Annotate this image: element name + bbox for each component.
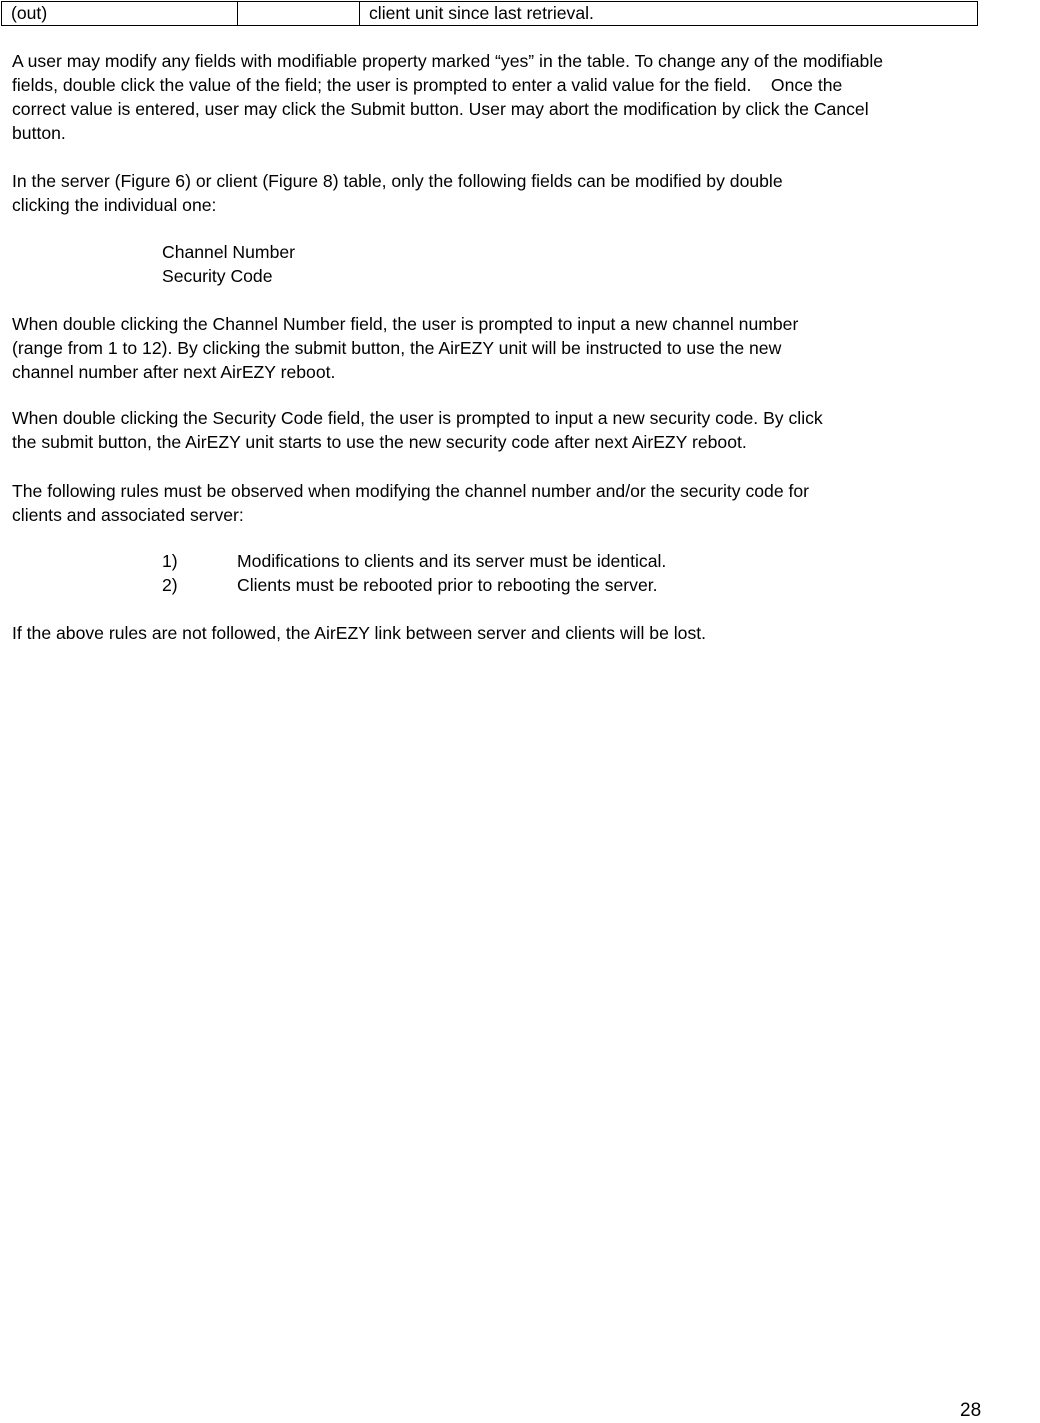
paragraph-channel-number-line-2: (range from 1 to 12). By clicking the submit button, the AirEZY unit will be instructed to use the new xyxy=(12,338,782,358)
paragraph-channel-number-line-1: When double clicking the Channel Number field, the user is prompted to input a new channel number xyxy=(12,314,799,334)
paragraph-table-fields-line-1: In the server (Figure 6) or client (Figure 8) table, only the following fields can be modified by double xyxy=(12,171,783,191)
paragraph-modify-intro-line-3: correct value is entered, user may click the Submit button. User may abort the modification by click the Cancel xyxy=(12,99,869,119)
paragraph-table-fields-line-2: clicking the individual one: xyxy=(12,195,217,215)
paragraph-modify-intro-line-1: A user may modify any fields with modifiable property marked “yes” in the table. To change any of the modifiable xyxy=(12,51,884,71)
page-number: 28 xyxy=(960,1400,982,1421)
paragraph-rules-intro-line-2: clients and associated server: xyxy=(12,505,244,525)
paragraph-warning: If the above rules are not followed, the AirEZY link between server and clients will be lost. xyxy=(12,623,707,643)
field-item-channel-number: Channel Number xyxy=(162,242,296,262)
rule-1-number: 1) xyxy=(162,551,178,571)
table-row xyxy=(2,2,978,26)
paragraph-security-code-line-1: When double clicking the Security Code field, the user is prompted to input a new security code. By click xyxy=(12,408,823,428)
paragraph-security-code-line-2: the submit button, the AirEZY unit starts to use the new security code after next AirEZY reboot. xyxy=(12,432,747,452)
rule-1-text: Modifications to clients and its server must be identical. xyxy=(237,551,667,571)
field-item-security-code: Security Code xyxy=(162,266,273,286)
table-fragment xyxy=(1,1,978,26)
table-cell-description: client unit since last retrieval. xyxy=(360,2,978,26)
paragraph-modify-intro-line-2: fields, double click the value of the field; the user is prompted to enter a valid value for the field. Once the xyxy=(12,75,843,95)
table-cell-modifiable xyxy=(238,2,360,26)
paragraph-rules-intro-line-1: The following rules must be observed when modifying the channel number and/or the security code for xyxy=(12,481,810,501)
table-cell-name: (out) xyxy=(2,2,238,26)
rule-2-number: 2) xyxy=(162,575,178,595)
paragraph-modify-intro-line-4: button. xyxy=(12,123,66,143)
rule-2-text: Clients must be rebooted prior to rebooting the server. xyxy=(237,575,658,595)
paragraph-channel-number-line-3: channel number after next AirEZY reboot. xyxy=(12,362,336,382)
